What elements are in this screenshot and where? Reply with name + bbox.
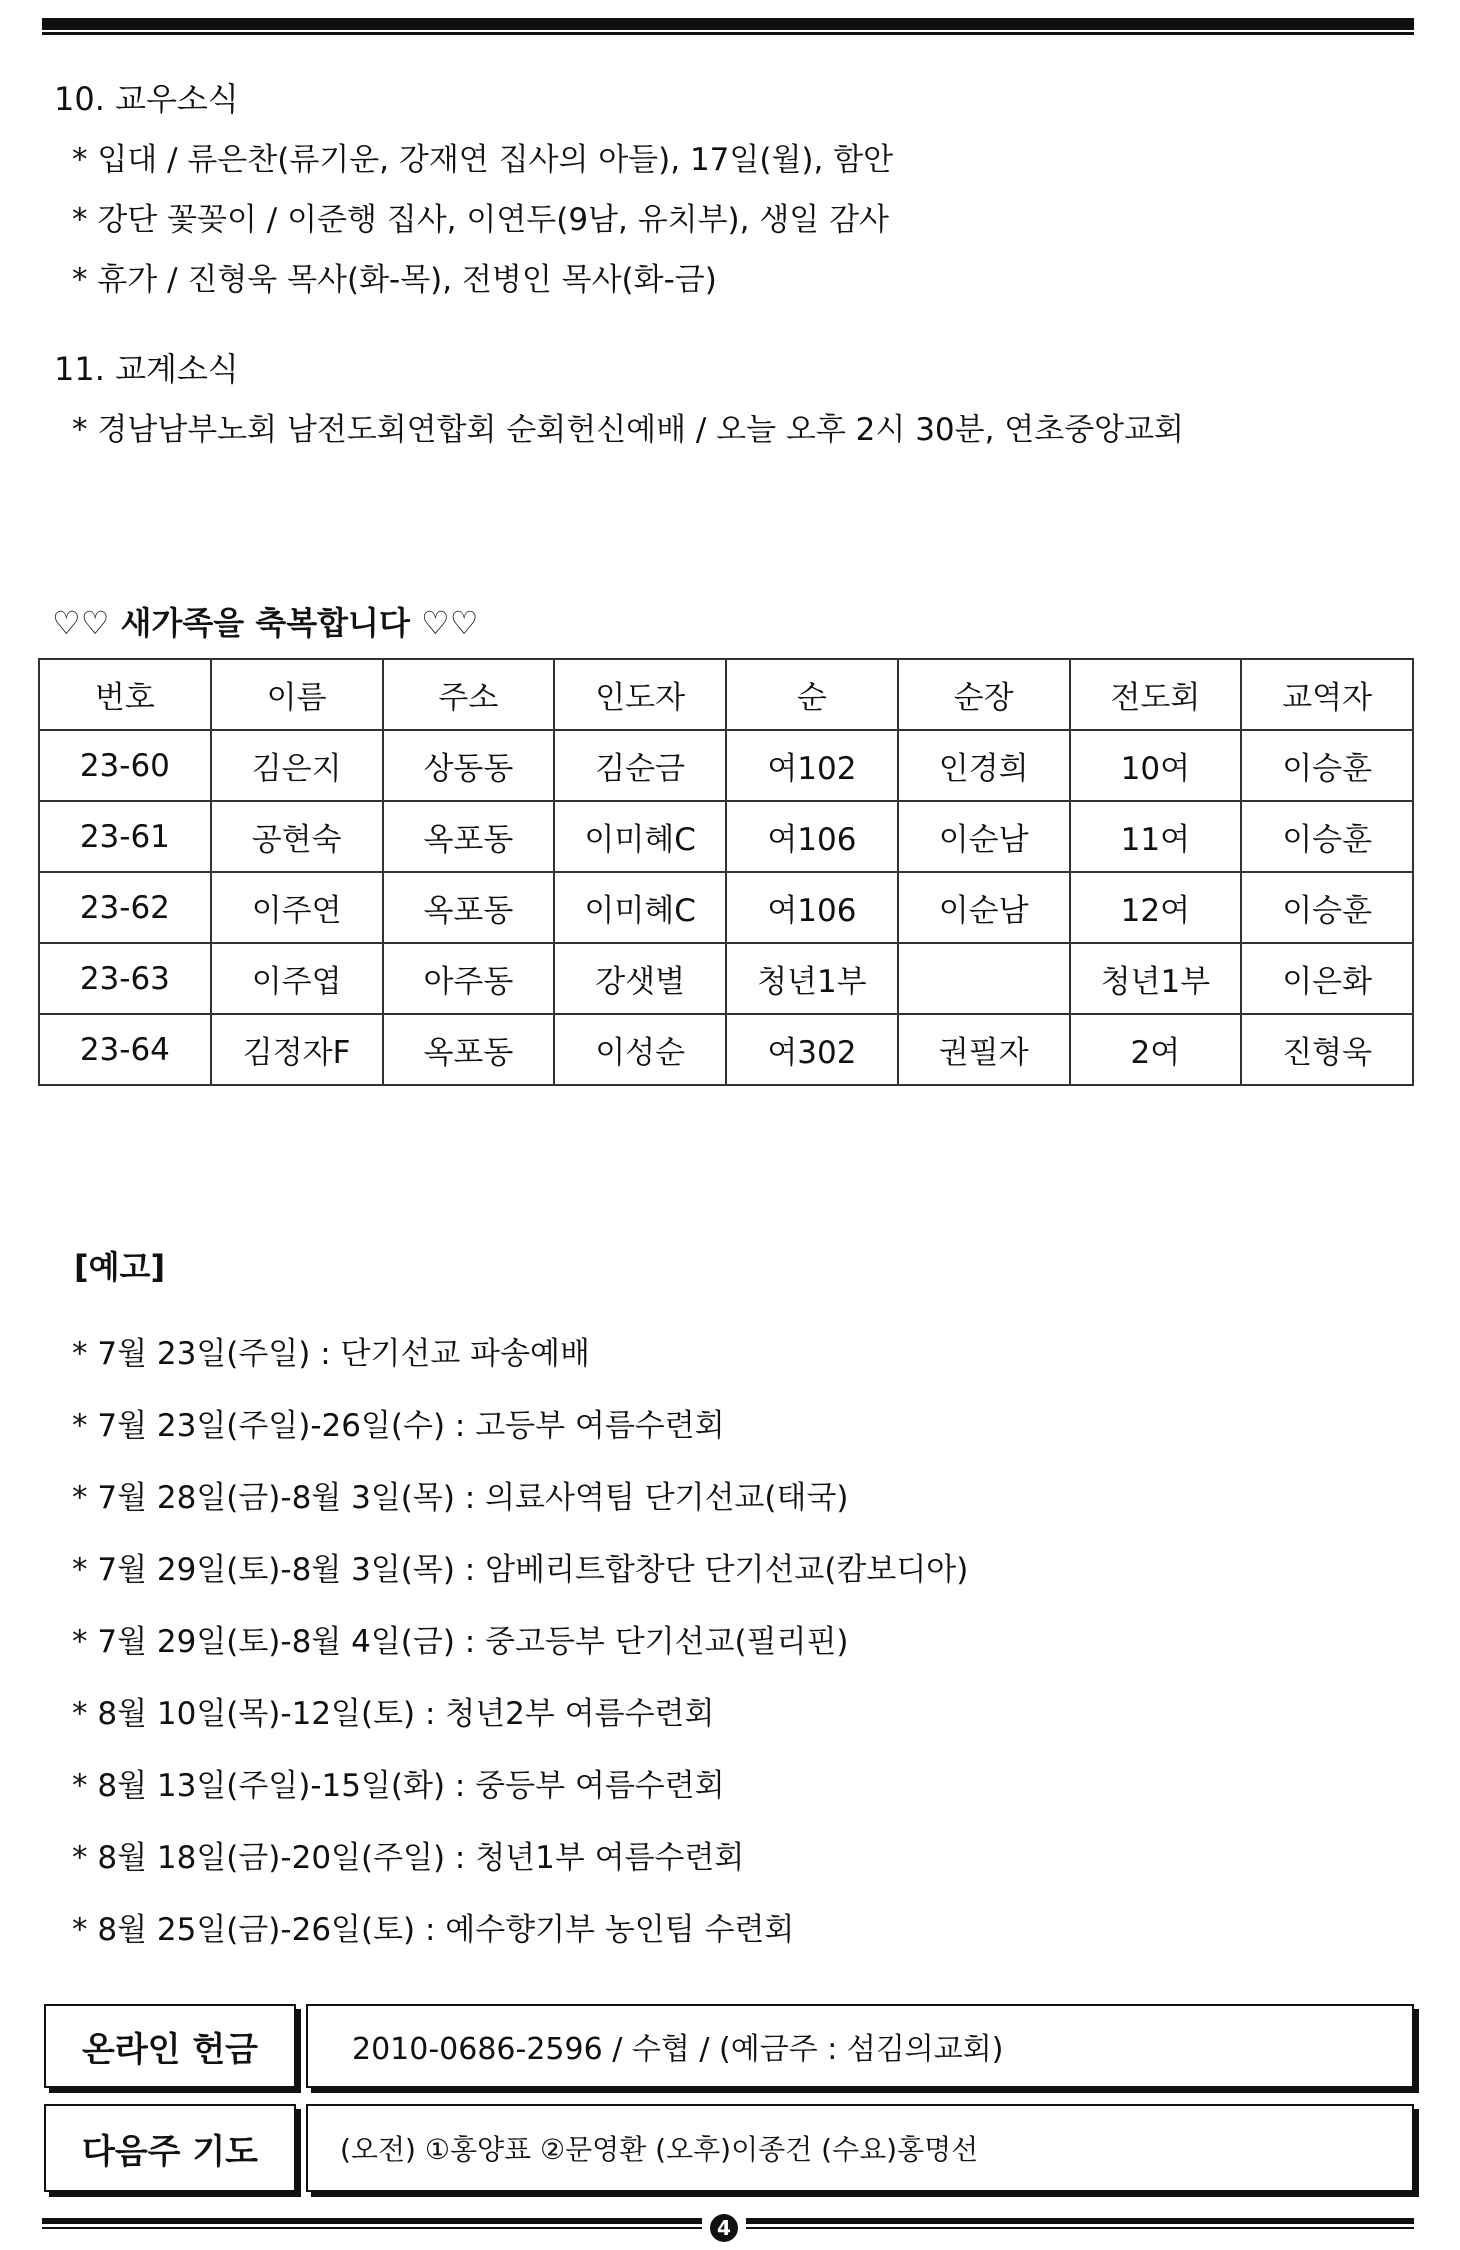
table-cell: 여102 [726,730,898,801]
column-header: 순 [726,659,898,730]
member-news-item: * 강단 꽃꽂이 / 이준행 집사, 이연두(9남, 유치부), 생일 감사 [72,202,889,238]
table-row [39,730,1413,801]
top-rule [42,18,1414,35]
table-cell: 11여 [1070,801,1242,872]
table-cell: 이순남 [898,872,1070,943]
page-number: 4 [710,2214,738,2242]
next-week-prayer-label: 다음주 기도 [44,2104,296,2192]
table-cell: 여302 [726,1014,898,1085]
table-row [39,801,1413,872]
table-cell: 여106 [726,872,898,943]
table-cell: 이주엽 [211,943,383,1014]
table-cell: 권필자 [898,1014,1070,1085]
notice-item: * 7월 28일(금)-8월 3일(목) : 의료사역팀 단기선교(태국) [72,1480,849,1516]
member-news-item: * 입대 / 류은찬(류기운, 강재연 집사의 아들), 17일(월), 함안 [72,142,894,178]
table-row [39,872,1413,943]
table-cell: 이주연 [211,872,383,943]
table-cell: 10여 [1070,730,1242,801]
table-row [39,943,1413,1014]
table-cell: 김순금 [554,730,726,801]
table-cell: 이성순 [554,1014,726,1085]
table-row [39,1014,1413,1085]
table-cell [898,943,1070,1014]
column-header: 전도회 [1070,659,1242,730]
notice-item: * 7월 23일(주일) : 단기선교 파송예배 [72,1336,590,1372]
table-cell: 2여 [1070,1014,1242,1085]
table-cell: 이미혜C [554,872,726,943]
footer-rule [42,2214,1414,2240]
table-cell: 23-64 [39,1014,211,1085]
table-cell: 이은화 [1241,943,1413,1014]
online-offering-label: 온라인 헌금 [44,2004,296,2088]
column-header: 인도자 [554,659,726,730]
notice-item: * 8월 13일(주일)-15일(화) : 중등부 여름수련회 [72,1768,725,1804]
notice-heading: [예고] [74,1248,166,1286]
table-cell: 이승훈 [1241,872,1413,943]
column-header: 교역자 [1241,659,1413,730]
next-week-prayer-list: (오전) ①홍양표 ②문영환 (오후)이종건 (수요)홍명선 [306,2104,1414,2192]
table-cell: 이순남 [898,801,1070,872]
church-news-title: 11. 교계소식 [54,350,239,388]
column-header: 순장 [898,659,1070,730]
online-offering-account: 2010-0686-2596 / 수협 / (예금주 : 섬김의교회) [306,2004,1414,2088]
table-cell: 인경희 [898,730,1070,801]
table-cell: 23-63 [39,943,211,1014]
table-cell: 옥포동 [383,872,555,943]
table-cell: 옥포동 [383,801,555,872]
table-cell: 진형욱 [1241,1014,1413,1085]
new-family-heading: ♡♡ 새가족을 축복합니다 ♡♡ [52,604,479,642]
table-cell: 여106 [726,801,898,872]
notice-item: * 8월 25일(금)-26일(토) : 예수향기부 농인팀 수련회 [72,1912,795,1948]
new-family-table [38,658,1414,1086]
table-cell: 청년1부 [1070,943,1242,1014]
table-cell: 김은지 [211,730,383,801]
column-header: 번호 [39,659,211,730]
table-cell: 공현숙 [211,801,383,872]
table-cell: 김정자F [211,1014,383,1085]
table-cell: 23-60 [39,730,211,801]
notice-item: * 7월 23일(주일)-26일(수) : 고등부 여름수련회 [72,1408,725,1444]
table-cell: 청년1부 [726,943,898,1014]
table-cell: 이승훈 [1241,801,1413,872]
notice-item: * 8월 10일(목)-12일(토) : 청년2부 여름수련회 [72,1696,715,1732]
member-news-title: 10. 교우소식 [54,80,239,118]
notice-item: * 7월 29일(토)-8월 3일(목) : 암베리트합창단 단기선교(캄보디아) [72,1552,969,1588]
table-header-row [39,659,1413,730]
table-cell: 23-61 [39,801,211,872]
table-cell: 이승훈 [1241,730,1413,801]
notice-item: * 8월 18일(금)-20일(주일) : 청년1부 여름수련회 [72,1840,745,1876]
church-news-item: * 경남남부노회 남전도회연합회 순회헌신예배 / 오늘 오후 2시 30분, 연초중앙교회 [72,412,1184,448]
table-cell: 상동동 [383,730,555,801]
table-cell: 강샛별 [554,943,726,1014]
table-cell: 아주동 [383,943,555,1014]
table-cell: 23-62 [39,872,211,943]
table-cell: 옥포동 [383,1014,555,1085]
table-cell: 12여 [1070,872,1242,943]
table-cell: 이미혜C [554,801,726,872]
column-header: 이름 [211,659,383,730]
member-news-item: * 휴가 / 진형욱 목사(화-목), 전병인 목사(화-금) [72,262,717,298]
column-header: 주소 [383,659,555,730]
notice-item: * 7월 29일(토)-8월 4일(금) : 중고등부 단기선교(필리핀) [72,1624,849,1660]
